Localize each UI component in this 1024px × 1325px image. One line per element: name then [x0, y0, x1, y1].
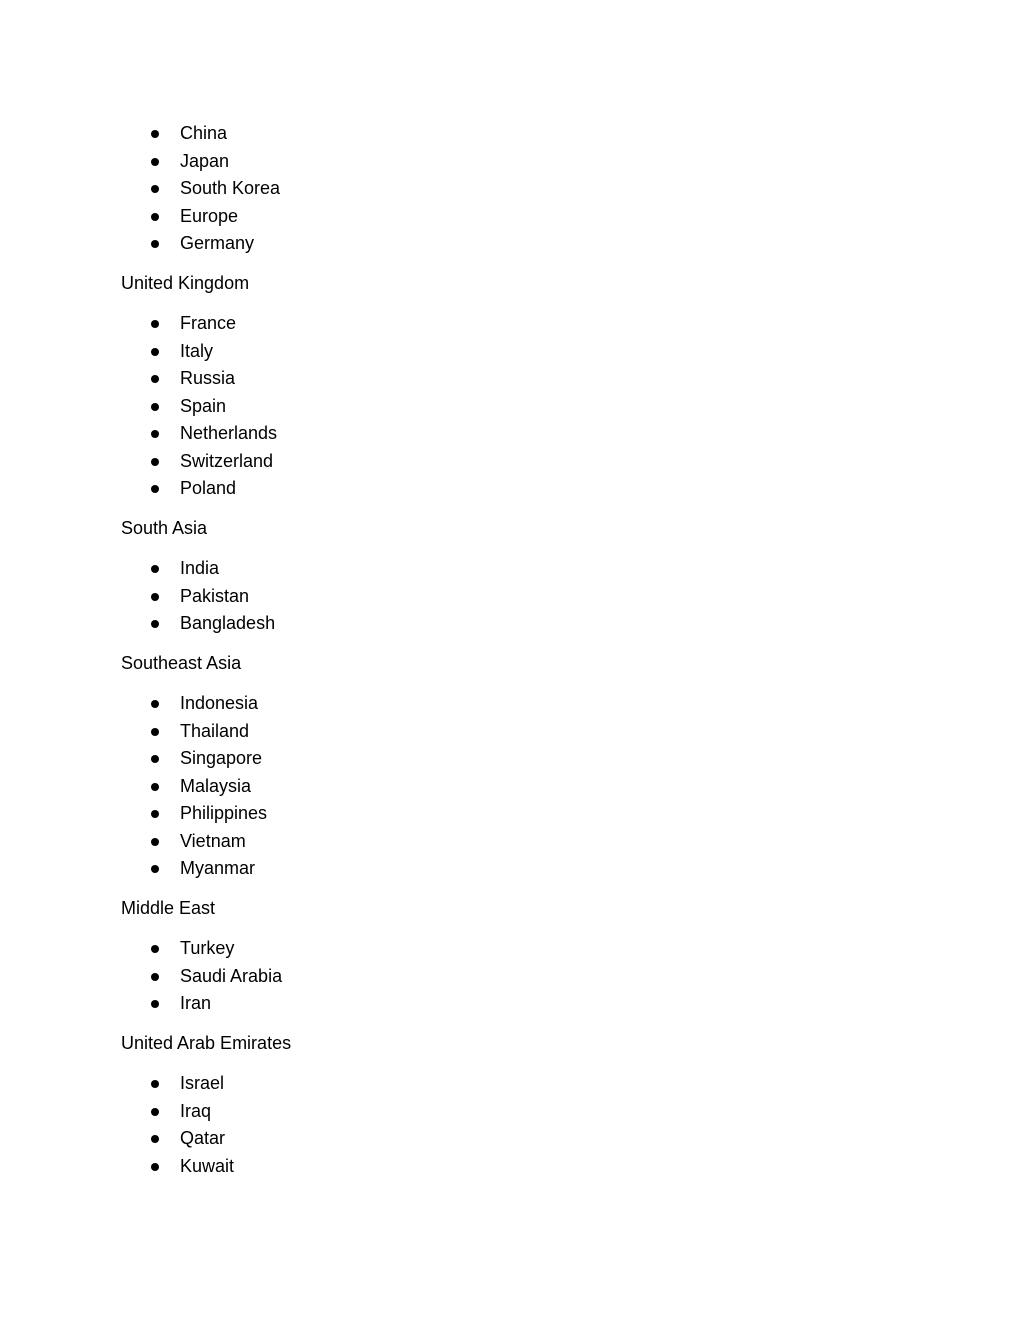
- region-heading: Middle East: [121, 897, 216, 918]
- list-item-label: Iran: [180, 993, 212, 1013]
- list-item: [121, 365, 901, 393]
- list-item-label: Iraq: [180, 1100, 212, 1121]
- bullet-icon: [151, 403, 159, 411]
- list-item: [121, 1125, 901, 1153]
- region-section: [121, 895, 901, 1018]
- bullet-icon: [151, 728, 159, 736]
- region-heading: United Arab Emirates: [121, 1032, 292, 1053]
- list-item-label: Kuwait: [180, 1155, 235, 1176]
- list-item: [121, 230, 901, 258]
- list-item: [121, 338, 901, 366]
- list-item-label: Thailand: [180, 720, 250, 741]
- list-item: [121, 690, 901, 718]
- bullet-icon: [151, 838, 159, 846]
- list-item-label: Israel: [180, 1073, 225, 1093]
- bullet-icon: [151, 865, 159, 873]
- region-section: [121, 650, 901, 883]
- list-item: [121, 828, 901, 856]
- bullet-icon: [151, 1108, 159, 1116]
- bullet-icon: [151, 213, 159, 221]
- list-item: [121, 420, 901, 448]
- list-item: [121, 1070, 901, 1098]
- list-item-label: Vietnam: [180, 830, 246, 851]
- list-item-label: Netherlands: [180, 423, 278, 443]
- bullet-icon: [151, 375, 159, 383]
- bullet-icon: [151, 783, 159, 791]
- list-item-label: China: [180, 123, 228, 143]
- country-list: [121, 1070, 901, 1180]
- list-item: [121, 773, 901, 801]
- list-item: [121, 935, 901, 963]
- list-item: [121, 745, 901, 773]
- list-item: [121, 148, 901, 176]
- list-item-label: Saudi Arabia: [180, 965, 283, 986]
- list-item-label: South Korea: [180, 178, 281, 198]
- region-section: [121, 120, 901, 258]
- list-item: [121, 963, 901, 991]
- list-item: [121, 448, 901, 476]
- region-section: [121, 270, 901, 503]
- bullet-icon: [151, 620, 159, 628]
- list-item-label: Italy: [180, 340, 214, 361]
- list-item-label: Poland: [180, 478, 237, 498]
- region-section: [121, 515, 901, 638]
- bullet-icon: [151, 158, 159, 166]
- bullet-icon: [151, 1000, 159, 1008]
- country-list: [121, 555, 901, 638]
- bullet-icon: [151, 240, 159, 248]
- list-item: [121, 718, 901, 746]
- bullet-icon: [151, 1080, 159, 1088]
- list-item-label: France: [180, 313, 237, 333]
- list-item-label: Bangladesh: [180, 613, 276, 633]
- bullet-icon: [151, 973, 159, 981]
- list-item: [121, 310, 901, 338]
- list-item-label: Philippines: [180, 803, 268, 823]
- bullet-icon: [151, 1163, 159, 1171]
- country-list: [121, 935, 901, 1018]
- bullet-icon: [151, 320, 159, 328]
- list-item: [121, 610, 901, 638]
- list-item-label: Singapore: [180, 748, 263, 768]
- bullet-icon: [151, 348, 159, 356]
- list-item-label: Malaysia: [180, 775, 252, 796]
- bullet-icon: [151, 565, 159, 573]
- list-item: [121, 855, 901, 883]
- list-item: [121, 1153, 901, 1181]
- list-item: [121, 203, 901, 231]
- list-item-label: Germany: [180, 233, 255, 253]
- list-item-label: Indonesia: [180, 693, 259, 713]
- region-heading: Southeast Asia: [121, 652, 242, 673]
- document-body: [121, 120, 901, 1192]
- bullet-icon: [151, 130, 159, 138]
- country-list: [121, 310, 901, 503]
- list-item: [121, 583, 901, 611]
- bullet-icon: [151, 810, 159, 818]
- list-item: [121, 475, 901, 503]
- list-item-label: Switzerland: [180, 450, 274, 471]
- list-item-label: Europe: [180, 205, 239, 226]
- list-item: [121, 1098, 901, 1126]
- list-item-label: Myanmar: [180, 858, 256, 878]
- country-list: [121, 120, 901, 258]
- list-item-label: India: [180, 558, 220, 578]
- list-item-label: Russia: [180, 368, 236, 388]
- country-list: [121, 690, 901, 883]
- bullet-icon: [151, 1135, 159, 1143]
- bullet-icon: [151, 458, 159, 466]
- list-item-label: Pakistan: [180, 585, 250, 606]
- bullet-icon: [151, 185, 159, 193]
- list-item-label: Turkey: [180, 938, 235, 958]
- list-item-label: Qatar: [180, 1128, 226, 1148]
- bullet-icon: [151, 430, 159, 438]
- bullet-icon: [151, 945, 159, 953]
- list-item-label: Spain: [180, 395, 227, 416]
- list-item: [121, 175, 901, 203]
- list-item: [121, 800, 901, 828]
- bullet-icon: [151, 700, 159, 708]
- region-heading: United Kingdom: [121, 272, 250, 293]
- bullet-icon: [151, 485, 159, 493]
- list-item: [121, 555, 901, 583]
- region-heading: South Asia: [121, 517, 208, 538]
- list-item-label: Japan: [180, 150, 230, 171]
- list-item: [121, 990, 901, 1018]
- bullet-icon: [151, 593, 159, 601]
- bullet-icon: [151, 755, 159, 763]
- list-item: [121, 120, 901, 148]
- region-section: [121, 1030, 901, 1181]
- list-item: [121, 393, 901, 421]
